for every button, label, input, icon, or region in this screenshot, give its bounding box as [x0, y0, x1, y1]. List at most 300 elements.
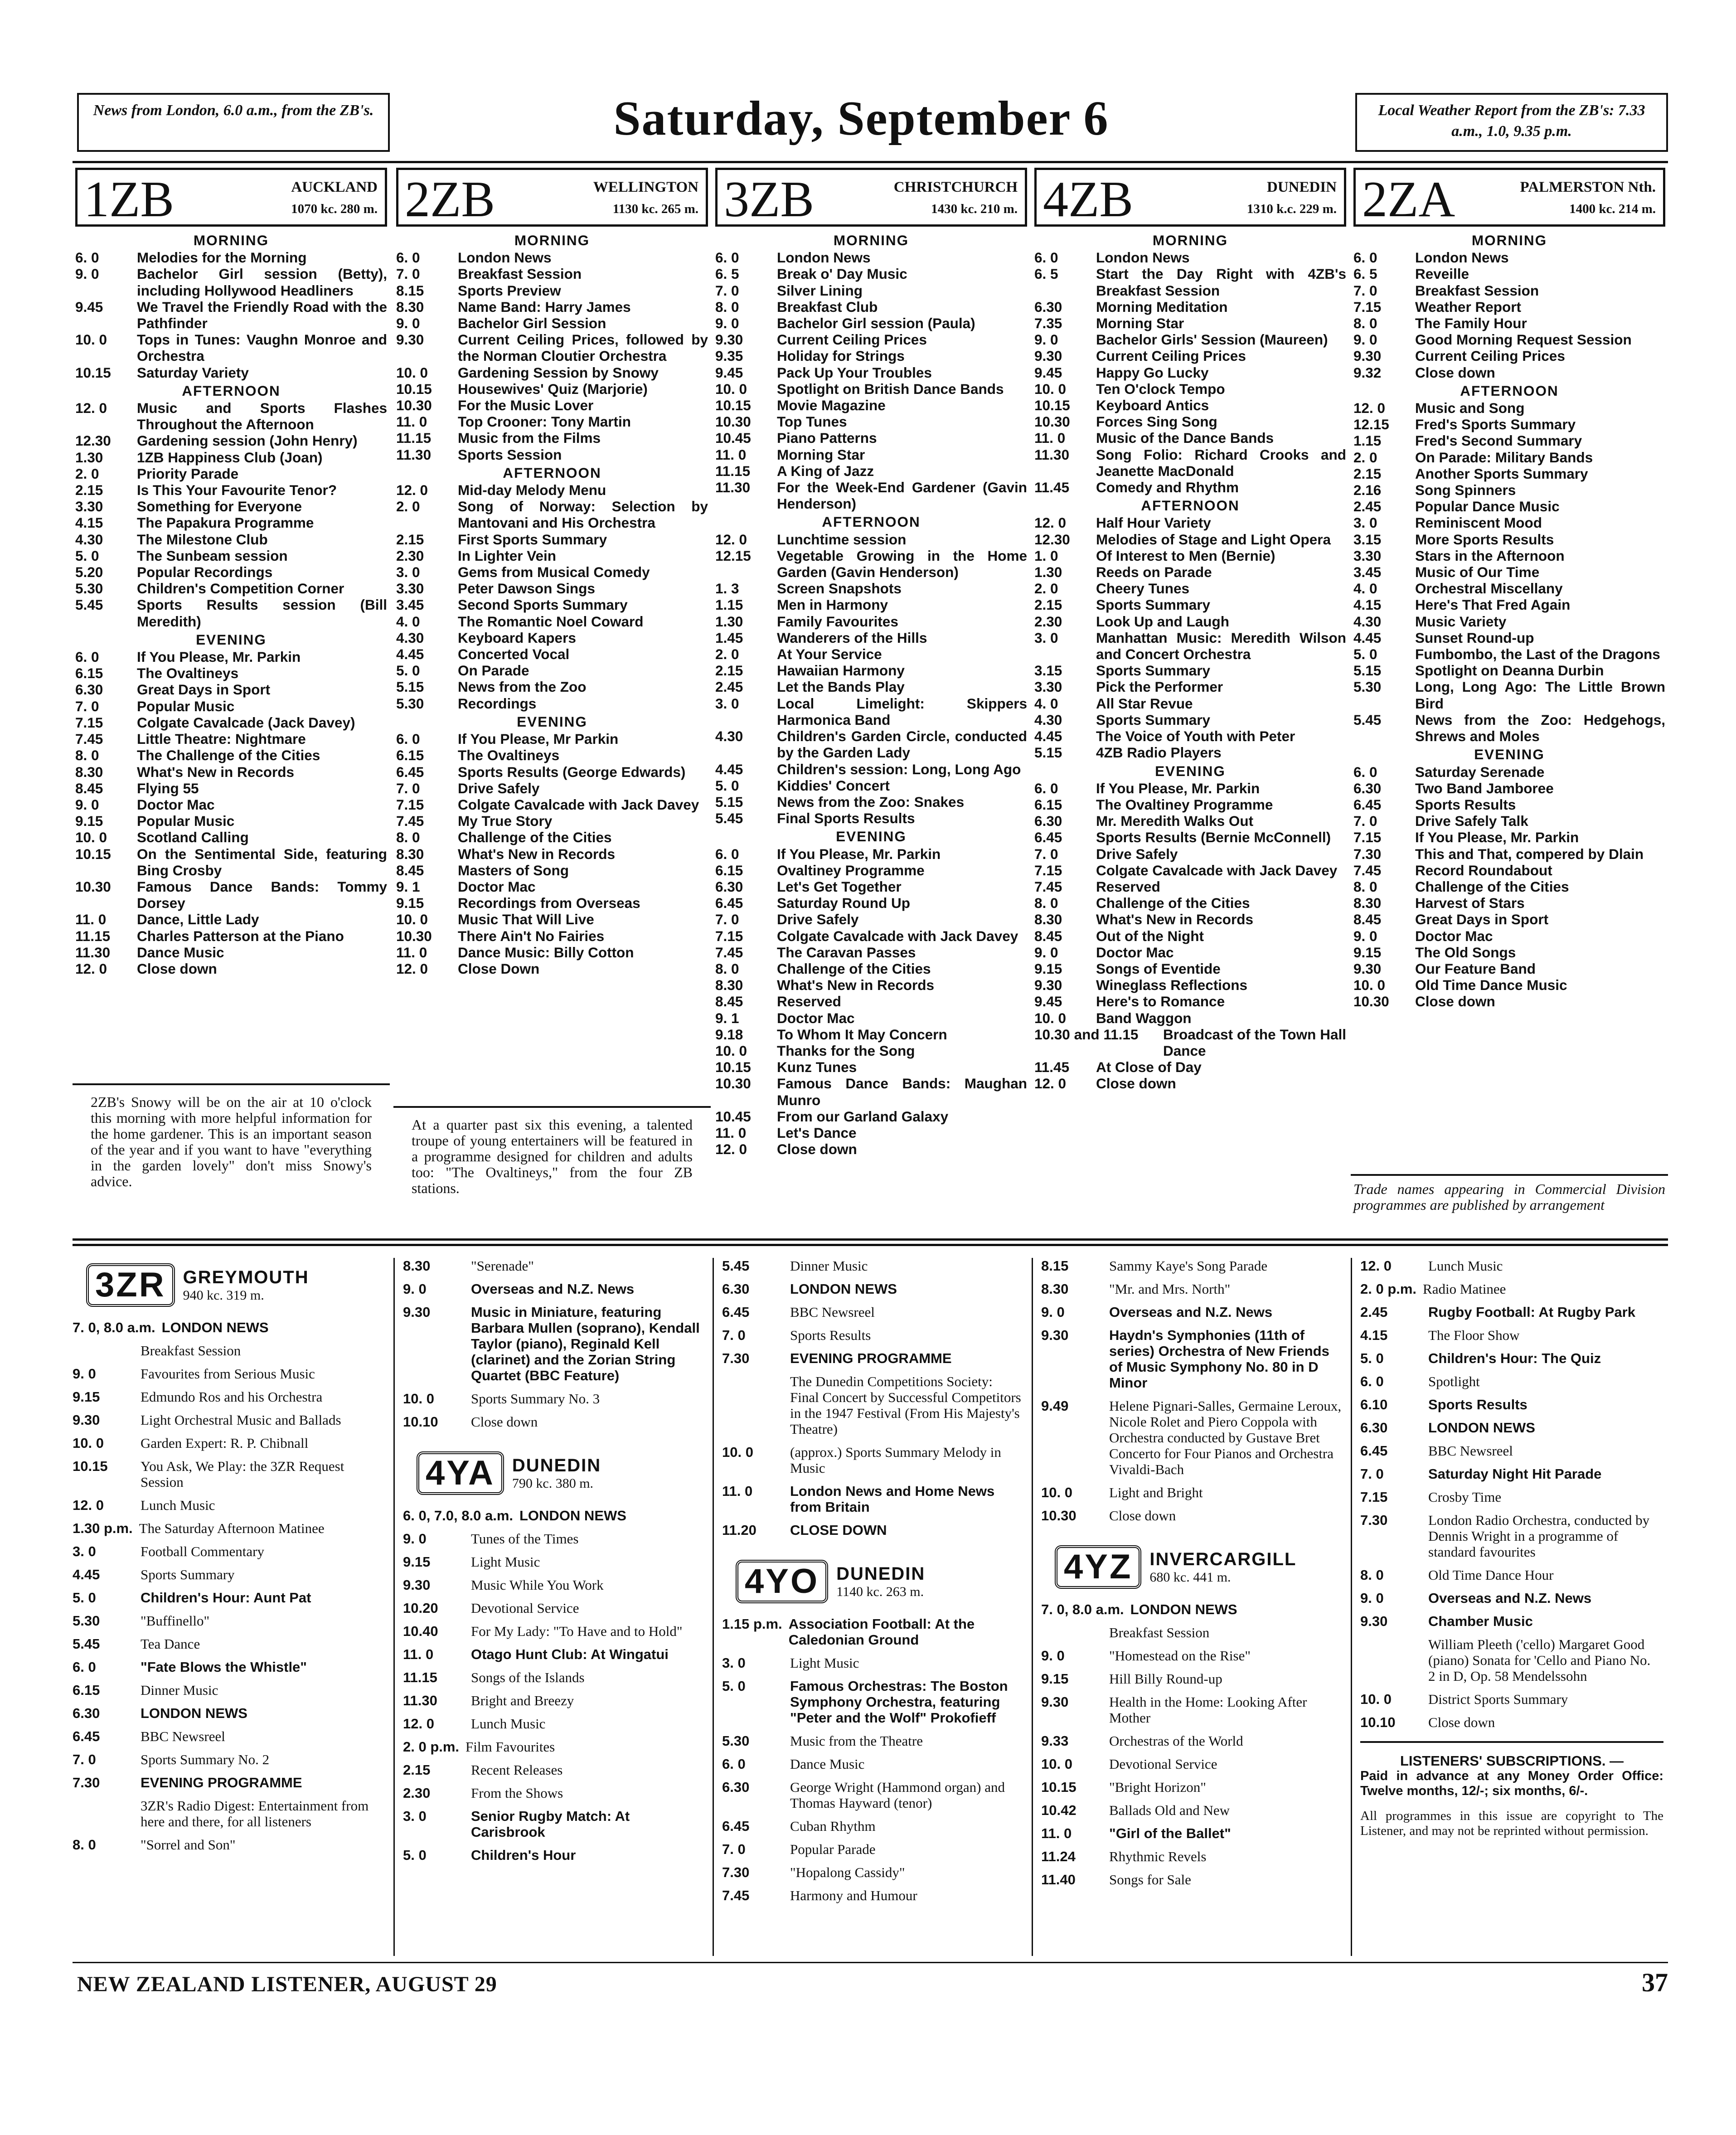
- programme-title: Dance, Little Lady: [137, 911, 259, 928]
- programme-row: [1351, 299, 1668, 315]
- programme-row: [1041, 1756, 1344, 1772]
- programme-row: [713, 1108, 1030, 1125]
- programme-row: [393, 430, 711, 446]
- programme-title: "Homestead on the Rise": [1109, 1648, 1251, 1664]
- programme-title: Challenge of the Cities: [1415, 878, 1569, 895]
- programme-title: The Sunbeam session: [137, 547, 288, 564]
- programme-time: 2.16: [1353, 482, 1382, 499]
- programme-title: A King of Jazz: [777, 462, 874, 479]
- programme-title: The Romantic Noel Coward: [458, 613, 644, 630]
- programme-time: 6.45: [1034, 829, 1062, 846]
- programme-title: The Dunedin Competitions Society: Final Concert by Successful Competitors in the 1947 Festival (From His Majesty's Theatre): [790, 1373, 1021, 1437]
- programme-title: Drive Safely: [1096, 845, 1178, 862]
- programme-row: [403, 1762, 706, 1778]
- programme-title: Overseas and N.Z. News: [1428, 1590, 1592, 1606]
- programme-time: 5.45: [75, 597, 103, 613]
- programme-time: 6.15: [396, 747, 424, 764]
- programme-time: 8. 0: [715, 960, 739, 977]
- programme-title: On Parade: [458, 662, 529, 679]
- programme-row: [393, 961, 711, 977]
- programme-time: 12. 0: [396, 960, 428, 977]
- section-heading-afternoon: AFTERNOON: [822, 514, 921, 530]
- programme-row: [403, 1646, 706, 1662]
- programme-title: Family Favourites: [777, 613, 898, 630]
- programme-time: 5.45: [715, 810, 743, 827]
- programme-title: Wanderers of the Hills: [777, 629, 927, 646]
- programme-title: What's New in Records: [137, 763, 295, 780]
- programme-title: Pack Up Your Troubles: [777, 364, 932, 381]
- programme-time: 10. 0: [73, 1435, 104, 1451]
- programme-title: Tops in Tunes: Vaughn Monroe and Orchestra: [137, 331, 387, 364]
- programme-time: 8.30: [1034, 911, 1062, 928]
- programme-time: 11. 0: [396, 944, 427, 961]
- programme-title: Melodies of Stage and Light Opera: [1096, 531, 1331, 548]
- programme-row: [713, 479, 1030, 512]
- programme-row: [713, 944, 1030, 961]
- programme-title: Happy Go Lucky: [1096, 364, 1209, 381]
- programme-title: Keyboard Kapers: [458, 629, 576, 646]
- programme-row: [1351, 712, 1668, 744]
- programme-time: 2. 0: [1353, 449, 1377, 466]
- programme-time: 9.33: [1041, 1733, 1069, 1749]
- programme-time: 7. 0, 8.0 a.m.: [73, 1320, 155, 1335]
- programme-time: 5.15: [1034, 744, 1062, 761]
- programme-row: [73, 731, 390, 747]
- programme-time: 2.15: [403, 1762, 431, 1778]
- programme-title: Doctor Mac: [137, 796, 215, 813]
- programme-title: Senior Rugby Match: At Carisbrook: [471, 1808, 630, 1840]
- programme-row: [713, 977, 1030, 993]
- programme-title: Popular Music: [137, 698, 235, 714]
- programme-time: 12. 0: [1034, 514, 1067, 531]
- station-frequency: 1310 k.c. 229 m.: [1246, 202, 1337, 216]
- programme-title: What's New in Records: [1096, 911, 1254, 928]
- programme-time: 10.30: [396, 397, 432, 414]
- divider-double-top: [73, 1238, 1668, 1241]
- station-city: GREYMOUTH: [183, 1267, 309, 1287]
- programme-row: [393, 646, 711, 662]
- programme-row: [73, 498, 390, 514]
- programme-time: 10. 0: [722, 1444, 753, 1460]
- programme-time: 9. 1: [396, 878, 420, 895]
- programme-time: 9. 0: [1034, 331, 1058, 348]
- station-frequency: 790 kc. 380 m.: [512, 1475, 594, 1491]
- programme-title: Bachelor Girl Session: [458, 315, 606, 332]
- programme-title: 4ZB Radio Players: [1096, 744, 1222, 761]
- programme-row: [1032, 780, 1349, 796]
- station-logo-4yz: [1055, 1544, 1344, 1590]
- programme-time: 2.30: [396, 547, 424, 564]
- programme-time: 6. 0: [396, 249, 420, 266]
- programme-title: Lunchtime session: [777, 531, 907, 548]
- programme-title: Popular Parade: [790, 1841, 876, 1857]
- programme-time: 4.30: [715, 728, 743, 745]
- programme-row: [1041, 1625, 1344, 1640]
- programme-time: 7. 0: [73, 1752, 96, 1767]
- programme-time: 7. 0: [396, 780, 420, 796]
- programme-time: 2. 0: [75, 465, 99, 482]
- programme-time: 9. 0: [75, 266, 99, 282]
- programme-time: 9.32: [1353, 364, 1382, 381]
- programme-row: [722, 1678, 1025, 1726]
- programme-title: Sports Session: [458, 446, 562, 463]
- programme-row: [1351, 630, 1668, 646]
- programme-row: [713, 613, 1030, 630]
- programme-row: [73, 1798, 385, 1829]
- programme-row: [1032, 413, 1349, 430]
- programme-time: 8.30: [396, 845, 424, 862]
- programme-row: [1041, 1601, 1344, 1617]
- programme-row: [1032, 728, 1349, 744]
- programme-time: 8. 0: [1353, 315, 1377, 332]
- programme-row: [73, 331, 390, 364]
- programme-title: Drive Safely Talk: [1415, 813, 1528, 830]
- programme-row: [713, 282, 1030, 299]
- programme-time: 7.15: [715, 927, 743, 944]
- programme-time: 8. 0: [396, 829, 420, 846]
- section-heading-morning: MORNING: [1471, 232, 1547, 248]
- programme-title: Haydn's Symphonies (11th of series) Orchestra of New Friends of Music Symphony No. 80 in D Minor: [1109, 1327, 1329, 1391]
- programme-row: [713, 794, 1030, 810]
- programme-title: What's New in Records: [777, 977, 935, 994]
- programme-row: [393, 780, 711, 796]
- programme-title: Orchestral Miscellany: [1415, 580, 1563, 597]
- programme-row: [393, 862, 711, 878]
- programme-title: London News: [777, 249, 871, 266]
- programme-time: 6.15: [73, 1682, 100, 1698]
- programme-time: 3.45: [396, 597, 424, 613]
- programme-row: [713, 679, 1030, 695]
- programme-time: 11.30: [403, 1693, 437, 1708]
- programme-title: Spotlight on Deanna Durbin: [1415, 662, 1604, 679]
- programme-time: 10. 0: [715, 380, 747, 397]
- programme-title: Children's Hour: Aunt Pat: [141, 1590, 311, 1606]
- programme-time: [1360, 1636, 1428, 1684]
- programme-row: [1032, 315, 1349, 331]
- programme-time: 7.30: [722, 1864, 750, 1880]
- programme-time: 3.30: [1034, 679, 1062, 695]
- programme-row: [393, 679, 711, 695]
- programme-row: [73, 813, 390, 829]
- station-note-2zb: [393, 1106, 711, 1196]
- programme-row: [73, 1389, 385, 1405]
- programme-row: [1351, 878, 1668, 895]
- programme-row: [1360, 1636, 1663, 1684]
- programme-row: [1351, 364, 1668, 381]
- programme-time: 9. 0: [403, 1281, 427, 1297]
- programme-time: 5.15: [715, 793, 743, 810]
- programme-title: London Radio Orchestra, conducted by Dennis Wright in a programme of standard favourites: [1428, 1512, 1650, 1560]
- programme-row: [1032, 348, 1349, 364]
- programme-time: 9.30: [1034, 348, 1062, 364]
- programme-title: Close down: [1096, 1075, 1176, 1092]
- programme-title: Drive Safely: [777, 911, 859, 928]
- programme-row: [1041, 1733, 1344, 1749]
- programme-title: My True Story: [458, 813, 553, 830]
- programme-time: 9.35: [715, 348, 743, 364]
- programme-row: [73, 466, 390, 482]
- programme-row: [1351, 331, 1668, 348]
- programme-title: Little Theatre: Nightmare: [137, 731, 306, 747]
- programme-row: [1041, 1648, 1344, 1664]
- programme-row: [1360, 1567, 1663, 1583]
- programme-time: 9.30: [403, 1577, 431, 1593]
- programme-row: [393, 613, 711, 630]
- programme-title: Comedy and Rhythm: [1096, 479, 1239, 496]
- programme-time: 7.15: [1034, 862, 1062, 878]
- programme-time: 4. 0: [1034, 695, 1058, 712]
- programme-time: 11.15: [715, 462, 751, 479]
- programme-title: Rugby Football: At Rugby Park: [1428, 1304, 1635, 1320]
- programme-title: District Sports Summary: [1428, 1691, 1568, 1707]
- programme-row: [1032, 744, 1349, 761]
- programme-row: [1032, 580, 1349, 597]
- programme-title: Close Down: [458, 960, 540, 977]
- programme-time: 11. 0: [1041, 1825, 1072, 1841]
- programme-time: 7. 0: [1353, 282, 1377, 299]
- programme-time: 7. 0: [722, 1327, 746, 1343]
- programme-row: [393, 498, 711, 531]
- programme-row: [1351, 315, 1668, 331]
- programme-row: [393, 878, 711, 895]
- programme-title: Sports Preview: [458, 282, 561, 299]
- programme-row: [1032, 630, 1349, 662]
- programme-row: [713, 695, 1030, 728]
- programme-time: 2.45: [1353, 498, 1382, 515]
- section-heading-evening: EVENING: [1474, 746, 1545, 763]
- station-logo-mark: 4YA: [417, 1451, 504, 1495]
- programme-title: All Star Revue: [1096, 695, 1193, 712]
- station-frequency: 1130 kc. 265 m.: [612, 202, 698, 216]
- programme-time: 12.15: [1353, 416, 1389, 433]
- programme-time: 11. 0: [1034, 430, 1066, 446]
- programme-time: 1.30: [75, 449, 103, 466]
- programme-time: 10.20: [403, 1600, 438, 1616]
- programme-time: 9.30: [715, 331, 743, 348]
- programme-time: 2. 0: [1034, 580, 1058, 597]
- programme-title: Devotional Service: [471, 1600, 579, 1616]
- station-logo-info: [836, 1564, 925, 1600]
- programme-row: [1041, 1327, 1344, 1391]
- programme-time: 9. 1: [715, 1009, 739, 1026]
- station-header-2zb: [396, 168, 708, 227]
- programme-title: For the Week-End Gardener (Gavin Henderson): [777, 479, 1027, 512]
- programme-title: Something for Everyone: [137, 498, 302, 515]
- programme-title: The Challenge of the Cities: [137, 747, 320, 764]
- programme-title: Harvest of Stars: [1415, 895, 1525, 912]
- programme-row: [713, 646, 1030, 662]
- programme-row: [713, 430, 1030, 446]
- programme-title: If You Please, Mr. Parkin: [137, 649, 301, 665]
- page-number: 37: [1642, 1968, 1668, 1997]
- programme-title: Sports Results: [1415, 796, 1516, 813]
- programme-row: [73, 1543, 385, 1559]
- programme-time: 5.30: [722, 1733, 750, 1749]
- programme-row: [1032, 249, 1349, 266]
- programme-title: Doctor Mac: [1096, 944, 1174, 961]
- programme-title: The Family Hour: [1415, 315, 1527, 332]
- programme-time: 10.42: [1041, 1802, 1077, 1818]
- programme-row: [713, 315, 1030, 331]
- programme-title: Challenge of the Cities: [458, 829, 612, 846]
- programme-row: [713, 1125, 1030, 1141]
- programme-row: [73, 482, 390, 498]
- programme-title: Music of Our Time: [1415, 564, 1540, 581]
- programme-title: Lunch Music: [1428, 1258, 1503, 1274]
- programme-row: [1351, 928, 1668, 944]
- programme-title: Film Favourites: [466, 1739, 555, 1755]
- programme-title: Broadcast of the Town Hall Dance: [1163, 1026, 1346, 1059]
- programme-row: [1032, 928, 1349, 944]
- programme-title: Sports Results (George Edwards): [458, 763, 686, 780]
- programme-title: In Lighter Vein: [458, 547, 557, 564]
- programme-row: [713, 630, 1030, 646]
- programme-time: 7.30: [73, 1775, 100, 1790]
- programme-row: [73, 299, 390, 331]
- programme-time: 12. 0: [73, 1497, 104, 1513]
- programme-time: 9.30: [1353, 960, 1382, 977]
- programme-time: 7.30: [1353, 845, 1382, 862]
- bottom-border: [73, 1962, 1668, 1963]
- programme-row: [1032, 331, 1349, 348]
- programme-row: [1351, 482, 1668, 498]
- programme-title: Old Time Dance Hour: [1428, 1567, 1554, 1583]
- programme-time: 6.30: [1034, 298, 1062, 315]
- programme-time: 2. 0 p.m.: [403, 1739, 460, 1755]
- programme-row: [1032, 479, 1349, 495]
- programme-time: 9.15: [403, 1554, 431, 1570]
- programme-title: The Milestone Club: [137, 531, 268, 548]
- programme-time: 4.45: [396, 646, 424, 663]
- programme-title: Keyboard Antics: [1096, 397, 1209, 414]
- programme-row: [1032, 531, 1349, 548]
- programme-title: Doctor Mac: [458, 878, 536, 895]
- lower-column-1: [73, 1258, 385, 1860]
- programme-row: [393, 282, 711, 299]
- programme-title: Popular Dance Music: [1415, 498, 1560, 515]
- programme-time: 4.45: [73, 1567, 100, 1582]
- programme-title: Kunz Tunes: [777, 1059, 857, 1076]
- programme-title: The Old Songs: [1415, 944, 1516, 961]
- station-logo-mark: 3ZR: [86, 1263, 175, 1307]
- programme-row: [73, 400, 390, 432]
- programme-title: Let the Bands Play: [777, 679, 905, 695]
- programme-time: 12. 0: [715, 531, 747, 548]
- programme-time: 3. 0: [396, 564, 420, 581]
- programme-row: [1032, 1026, 1349, 1059]
- programme-title: London News: [1096, 249, 1190, 266]
- station-city: PALMERSTON Nth.: [1520, 179, 1656, 195]
- programme-row: [393, 446, 711, 463]
- subscription-title: LISTENERS' SUBSCRIPTIONS. —: [1400, 1753, 1624, 1769]
- station-call-sign: 2ZA: [1362, 171, 1455, 228]
- programme-time: 2. 0 p.m.: [1360, 1281, 1417, 1297]
- programme-time: 5.45: [73, 1636, 100, 1652]
- programme-title: Close down: [1415, 364, 1495, 381]
- programme-time: 1.15: [715, 597, 743, 613]
- programme-row: [73, 1659, 385, 1675]
- programme-row: [393, 796, 711, 813]
- programme-row: [1360, 1443, 1663, 1459]
- programme-time: 3.45: [1353, 564, 1382, 581]
- programme-title: On Parade: Military Bands: [1415, 449, 1593, 466]
- programme-time: 7.15: [1353, 298, 1382, 315]
- station-city: CHRISTCHURCH: [893, 179, 1018, 195]
- lower-column-5: [1351, 1258, 1663, 1956]
- section-heading-afternoon: AFTERNOON: [182, 382, 281, 399]
- programme-title: Two Band Jamboree: [1415, 780, 1554, 796]
- london-news-note: News from London, 6.0 a.m., from the ZB's.: [77, 93, 390, 152]
- station-city: AUCKLAND: [291, 179, 378, 195]
- programme-row: [713, 1026, 1030, 1043]
- programme-time: 10.45: [715, 1108, 751, 1125]
- programme-row: [1351, 829, 1668, 845]
- programme-row: [722, 1779, 1025, 1811]
- programme-title: Health in the Home: Looking After Mother: [1109, 1694, 1307, 1726]
- lower-column-3: [713, 1258, 1025, 1956]
- programme-title: The Ovaltiney Programme: [1096, 796, 1273, 813]
- programme-title: LONDON NEWS: [1130, 1601, 1237, 1617]
- note-text: At a quarter past six this evening, a talented troupe of young entertainers will be featured in a programme designed for children and adults too: "The Ovaltineys," from the four ZB stations.: [412, 1116, 693, 1196]
- programme-row: [1351, 580, 1668, 597]
- programme-row: [713, 381, 1030, 397]
- programme-title: Colgate Cavalcade with Jack Davey: [777, 927, 1018, 944]
- programme-row: [1351, 862, 1668, 878]
- station-note-2za: [1351, 1174, 1668, 1213]
- programme-title: Screen Snapshots: [777, 580, 902, 597]
- programme-title: At Your Service: [777, 646, 882, 663]
- programme-time: 6.10: [1360, 1397, 1388, 1412]
- programme-row: [722, 1888, 1025, 1903]
- programme-time: 8. 0: [715, 298, 739, 315]
- programme-time: 7. 0: [715, 911, 739, 928]
- lower-column-4: [1032, 1258, 1344, 1956]
- programme-title: Band Waggon: [1096, 1009, 1192, 1026]
- programme-row: [1041, 1508, 1344, 1524]
- programme-title: Music and Sports Flashes Throughout the Afternoon: [137, 400, 387, 433]
- station-city: WELLINGTON: [593, 179, 698, 195]
- programme-time: 9. 0: [73, 1366, 96, 1382]
- programme-row: [73, 1320, 385, 1335]
- programme-time: 9.15: [1034, 960, 1062, 977]
- programme-title: Music While You Work: [471, 1577, 604, 1593]
- programme-time: 7. 0: [396, 266, 420, 282]
- programme-row: [1032, 679, 1349, 695]
- station-call-sign: 3ZB: [724, 171, 815, 228]
- programme-title: Tunes of the Times: [471, 1531, 579, 1547]
- programme-time: 7. 0: [1034, 845, 1058, 862]
- programme-row: [73, 714, 390, 731]
- programme-time: 9.15: [1041, 1671, 1069, 1687]
- publication-footer: NEW ZEALAND LISTENER, AUGUST 29: [77, 1972, 497, 1996]
- weather-note: Local Weather Report from the ZB's: 7.33 a.m., 1.0, 9.35 p.m.: [1355, 93, 1668, 152]
- programme-row: [713, 928, 1030, 944]
- programme-time: 10. 0: [75, 829, 107, 846]
- programme-row: [1032, 446, 1349, 479]
- programme-title: Spotlight on British Dance Bands: [777, 380, 1004, 397]
- programme-title: "Bright Horizon": [1109, 1779, 1206, 1795]
- programme-time: 3.30: [396, 580, 424, 597]
- programme-row: [73, 1613, 385, 1629]
- programme-row: [1360, 1350, 1663, 1366]
- programme-row: [1032, 514, 1349, 531]
- station-logo-info: [512, 1456, 601, 1491]
- programme-time: 9.30: [73, 1412, 100, 1428]
- programme-row: [1351, 466, 1668, 482]
- programme-title: Old Time Dance Music: [1415, 977, 1567, 994]
- programme-row: [722, 1304, 1025, 1320]
- programme-title: Overseas and N.Z. News: [471, 1281, 635, 1297]
